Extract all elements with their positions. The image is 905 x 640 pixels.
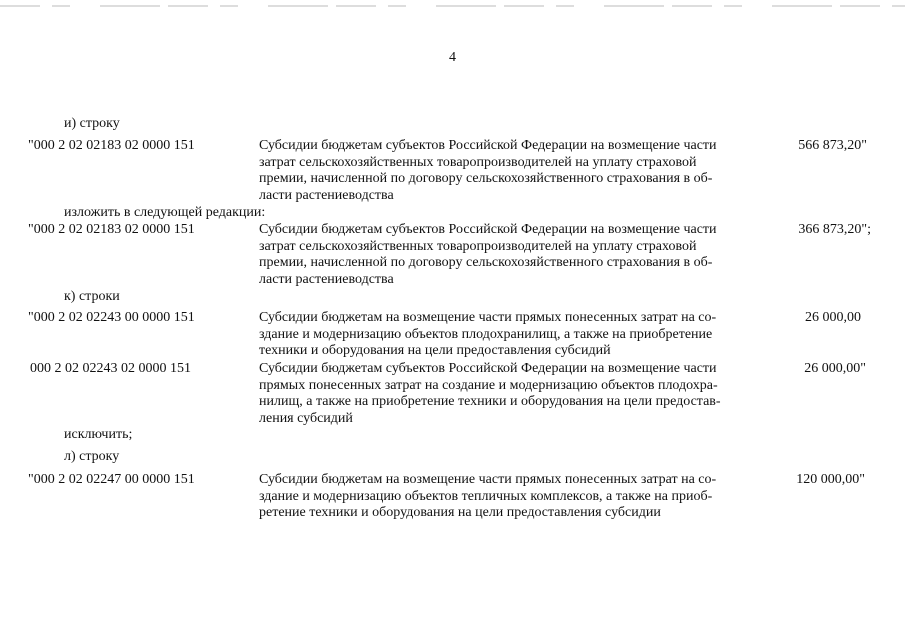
row-description — [259, 222, 759, 289]
description-line: прямых понесенных затрат на создание и модернизацию объектов плодохра- — [259, 377, 718, 393]
item-label: л) строку — [64, 449, 120, 464]
budget-code: "000 2 02 02243 00 0000 151 — [28, 310, 195, 325]
row-description — [259, 138, 759, 205]
row-description — [259, 472, 759, 522]
page-number: 4 — [449, 50, 456, 65]
row-description — [259, 361, 759, 428]
budget-code: "000 2 02 02247 00 0000 151 — [28, 472, 195, 487]
description-line: Субсидии бюджетам на возмещение части прямых понесенных затрат на со- — [259, 472, 717, 487]
description-line: нилищ, а также на приобретение техники и оборудования на цели предостав- — [259, 394, 721, 410]
description-line: здание и модернизацию объектов тепличных комплексов, а также на приоб- — [259, 488, 713, 504]
description-line: техники и оборудования на цели предоставления субсидий — [259, 343, 611, 359]
description-line: затрат сельскохозяйственных товаропроизводителей на уплату страховой — [259, 238, 697, 254]
description-line: ретение техники и оборудования на цели предоставления субсидии — [259, 505, 661, 521]
item-label: изложить в следующей редакции: — [64, 205, 266, 220]
item-label: и) строку — [64, 116, 120, 131]
amount: 566 873,20" — [798, 138, 867, 153]
budget-code: 000 2 02 02243 02 0000 151 — [30, 361, 191, 376]
description-line: ления субсидий — [259, 411, 353, 427]
scan-artifact-line — [0, 3, 905, 9]
budget-code: "000 2 02 02183 02 0000 151 — [28, 138, 195, 153]
description-line: премии, начисленной по договору сельскохозяйственного страхования в об- — [259, 171, 713, 187]
item-label: исключить; — [64, 427, 133, 442]
description-line: здание и модернизацию объектов плодохранилищ, а также на приобретение — [259, 326, 713, 342]
description-line: Субсидии бюджетам субъектов Российской Федерации на возмещение части — [259, 222, 717, 237]
description-line: премии, начисленной по договору сельскохозяйственного страхования в об- — [259, 255, 713, 271]
description-line: ласти растениеводства — [259, 188, 394, 204]
amount: 120 000,00" — [796, 472, 865, 487]
amount: 26 000,00 — [805, 310, 861, 325]
description-line: ласти растениеводства — [259, 272, 394, 288]
amount: 26 000,00" — [804, 361, 866, 376]
description-line: Субсидии бюджетам субъектов Российской Федерации на возмещение части — [259, 138, 717, 153]
item-label: к) строки — [64, 289, 120, 304]
description-line: Субсидии бюджетам субъектов Российской Федерации на возмещение части — [259, 361, 717, 376]
description-line: затрат сельскохозяйственных товаропроизводителей на уплату страховой — [259, 154, 697, 170]
amount: 366 873,20"; — [798, 222, 871, 237]
description-line: Субсидии бюджетам на возмещение части прямых понесенных затрат на со- — [259, 310, 717, 325]
budget-code: "000 2 02 02183 02 0000 151 — [28, 222, 195, 237]
row-description — [259, 310, 759, 360]
